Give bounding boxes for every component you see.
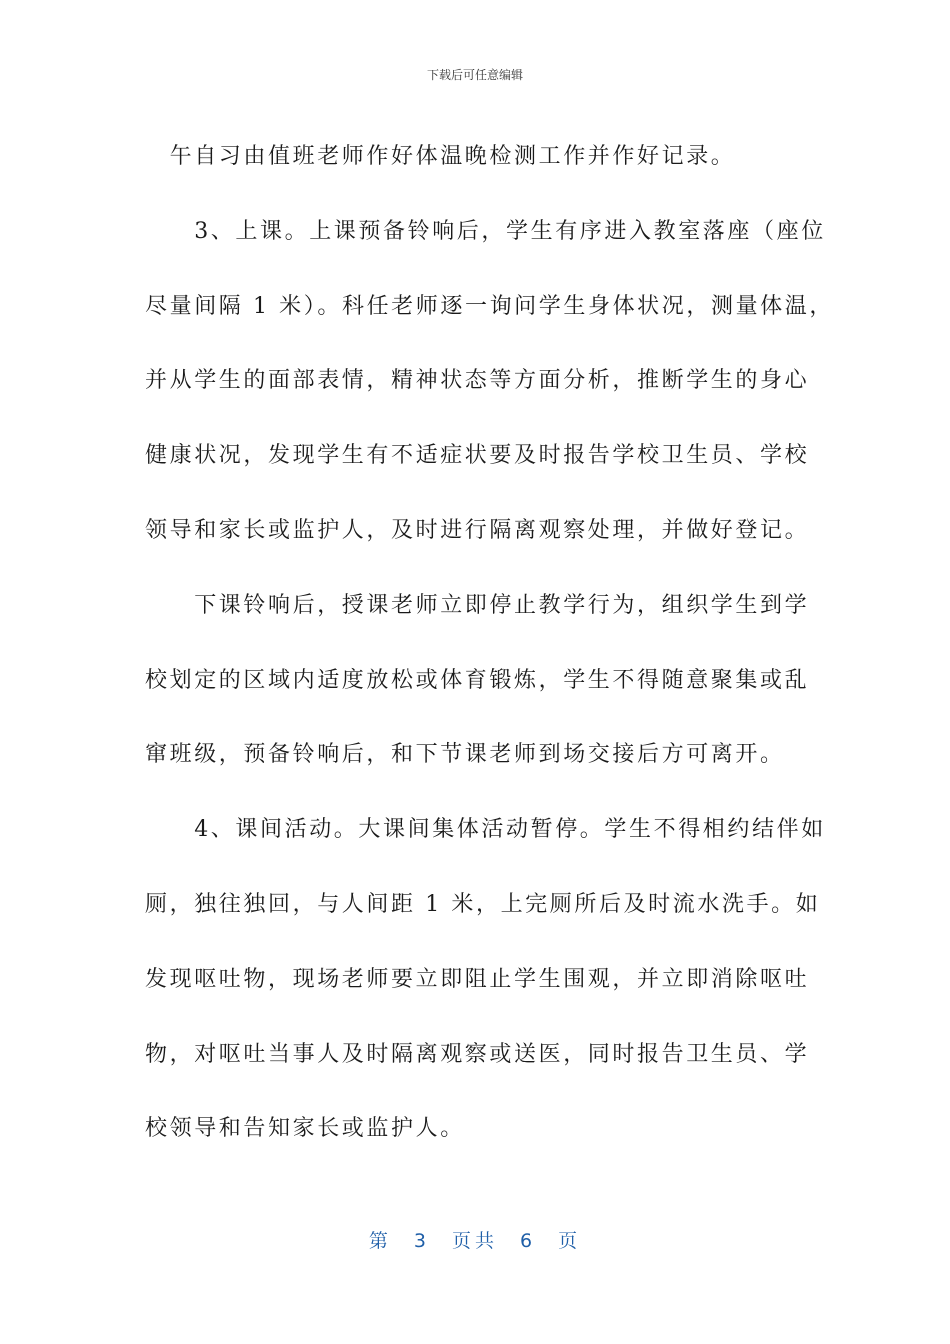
text-line: 3、上课。上课预备铃响后，学生有序进入教室落座（座位 <box>145 218 826 244</box>
text-line: 午自习由值班老师作好体温晚检测工作并作好记录。 <box>145 144 736 169</box>
text-line: 发现呕吐物，现场老师要立即阻止学生围观，并立即消除呕吐 <box>145 966 810 992</box>
text-line: 健康状况，发现学生有不适症状要及时报告学校卫生员、学校 <box>145 443 810 469</box>
text-line: 窜班级，预备铃响后，和下节课老师到场交接后方可离开。 <box>145 742 785 768</box>
current-page-number: 3 <box>413 1230 430 1252</box>
text-line: 校划定的区域内适度放松或体育锻炼，学生不得随意聚集或乱 <box>145 667 810 693</box>
footer-suffix: 页 <box>558 1230 582 1252</box>
text-line: 领导和家长或监护人，及时进行隔离观察处理，并做好登记。 <box>145 517 810 543</box>
footer-middle: 页共 <box>451 1230 498 1252</box>
text-line: 下课铃响后，授课老师立即停止教学行为，组织学生到学 <box>145 592 810 618</box>
header-note: 下载后可任意编辑 <box>426 68 523 82</box>
footer-prefix: 第 <box>368 1230 392 1252</box>
text-line: 4、课间活动。大课间集体活动暂停。学生不得相约结伴如 <box>145 817 826 843</box>
total-pages-number: 6 <box>520 1230 537 1252</box>
text-line: 并从学生的面部表情，精神状态等方面分析，推断学生的身心 <box>145 368 810 394</box>
text-line: 尽量间隔 1 米）。科任老师逐一询问学生身体状况，测量体温， <box>145 293 834 319</box>
text-line: 物，对呕吐当事人及时隔离观察或送医，同时报告卫生员、学 <box>145 1041 810 1067</box>
text-line: 厕，独往独回，与人间距 1 米，上完厕所后及时流水洗手。如 <box>145 891 821 917</box>
document-body <box>145 120 834 1167</box>
page-footer <box>0 1226 950 1253</box>
text-line: 校领导和告知家长或监护人。 <box>145 1116 465 1142</box>
